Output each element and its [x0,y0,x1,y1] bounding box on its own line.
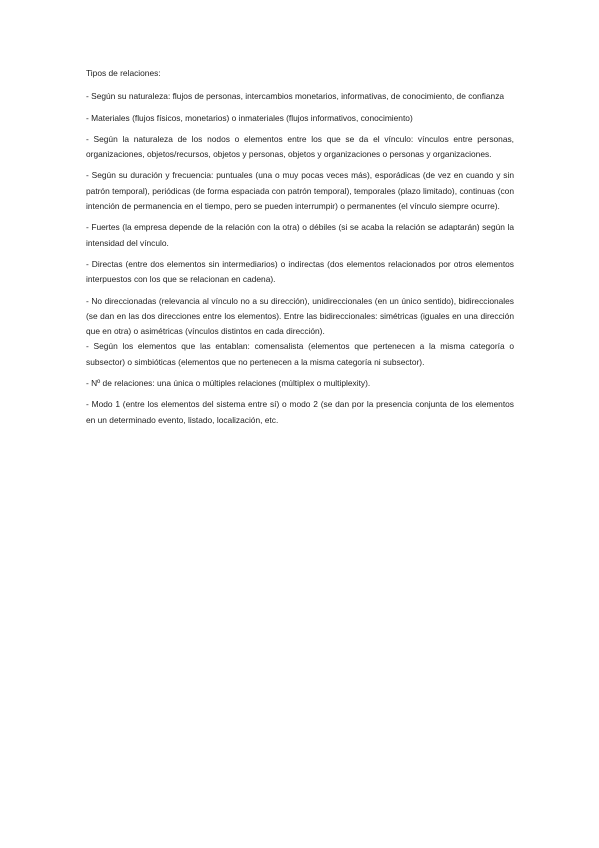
paragraph-directas-indirectas: - Directas (entre dos elementos sin intermediarios) o indirectas (dos elementos relacionados por otros elementos interpuestos con los que se relacionan en cadena). [86,258,514,285]
paragraph-naturaleza: - Según su naturaleza: flujos de personas, intercambios monetarios, informativas, de conocimiento, de confianza [86,91,505,102]
paragraph-numero-relaciones: - Nº de relaciones: una única o múltiples relaciones (múltiplex o multiplexity). [86,378,371,389]
paragraph-elementos-entablan: - Según los elementos que las entablan: comensalista (elementos que pertenecen a la misma categoría o subsector) o simbióticas (elementos que no pertenecen a la misma categoría ni subsector). [86,341,514,367]
paragraph-nodos: - Según la naturaleza de los nodos o elementos entre los que se da el vínculo: vínculos entre personas, organizaciones, objetos/recursos, objetos y personas, objetos y organizaciones o personas y organizaciones. [86,133,514,160]
document-body [86,66,514,434]
paragraph-modos: - Modo 1 (entre los elementos del sistema entre sí) o modo 2 (se dan por la presencia conjunta de los elementos en un determinado evento, listado, localización, etc. [86,399,514,425]
document-title: Tipos de relaciones: [86,68,161,78]
paragraph-fuertes-debiles: - Fuertes (la empresa depende de la relación con la otra) o débiles (si se acaba la relación se adaptarán) según la intensidad del vínculo. [86,222,514,248]
paragraph-materiales: - Materiales (flujos físicos, monetarios) o inmateriales (flujos informativos, conocimiento) [86,112,413,123]
paragraph-direccionalidad: - No direccionadas (relevancia al vínculo no a su dirección), unidireccionales (en un único sentido), bidireccionales (se dan en las dos direcciones entre los elementos). Entre las bidireccionales: simétricas (iguales en una dirección que en otra) o asimétricas (vínculos distintos en cada dirección). [86,295,514,337]
paragraph-duracion: - Según su duración y frecuencia: puntuales (una o muy pocas veces más), esporádicas (de vez en cuando y sin patrón temporal), periódicas (de forma espaciada con patrón temporal), temporales (plazo limitado), continuas (con intención de permanencia en el tiempo, pero se pueden interrumpir) o permanentes (el vínculo siempre ocurre). [86,170,514,212]
